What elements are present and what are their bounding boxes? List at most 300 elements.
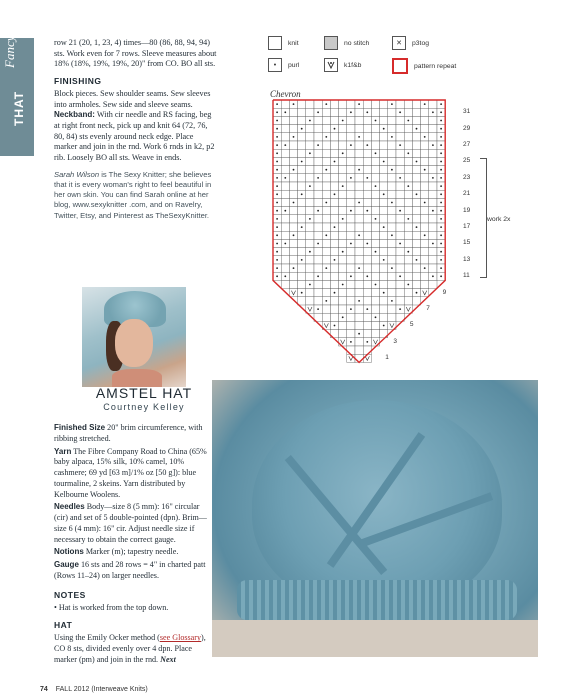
hat-text-2: ), CO 8 sts, divided evenly over 4 dpn. Place marker (pm) and join in the rnd. [54, 633, 206, 664]
chart-cell [339, 289, 347, 297]
chart-cell [298, 166, 306, 174]
purl-dot [309, 218, 311, 220]
purl-dot [366, 341, 368, 343]
chart-cell [322, 289, 330, 297]
chart-cell [289, 207, 297, 215]
chart-cell [363, 280, 371, 288]
chart-cell [371, 108, 379, 116]
chart-cell [322, 149, 330, 157]
chart-cell [412, 215, 420, 223]
chart-cell [412, 174, 420, 182]
chart-cell [363, 133, 371, 141]
chart-cell [298, 108, 306, 116]
purl-dot [276, 152, 278, 154]
purl-dot [399, 275, 401, 277]
chart-cell [339, 190, 347, 198]
legend-purl [268, 58, 299, 72]
chart-cell [429, 264, 437, 272]
chart-cell [339, 330, 347, 338]
chart-cell [281, 215, 289, 223]
chart-cell [388, 215, 396, 223]
chart-cell [396, 100, 404, 108]
legend-p3tog-label: p3tog [412, 39, 430, 47]
chart-cell [363, 157, 371, 165]
purl-dot [440, 210, 442, 212]
chart-cell [355, 305, 363, 313]
chart-cell [421, 174, 429, 182]
chart-cell [322, 248, 330, 256]
purl-dot [432, 177, 434, 179]
chart-cell [429, 182, 437, 190]
chart-cell [371, 125, 379, 133]
chart-cell [388, 174, 396, 182]
chart-cell [380, 149, 388, 157]
hat-instructions [54, 633, 212, 665]
chart-cell [314, 166, 322, 174]
chart-cell [412, 149, 420, 157]
chart-cell [421, 125, 429, 133]
bio-name: Sarah Wilson [54, 169, 100, 179]
chart-cell [396, 157, 404, 165]
chart-cell [363, 223, 371, 231]
glossary-link[interactable]: see Glossary [159, 633, 202, 643]
purl-dot [375, 152, 377, 154]
pattern-specs [54, 423, 212, 584]
chart-cell [330, 239, 338, 247]
chart-cell [355, 174, 363, 182]
purl-dot [334, 193, 336, 195]
purl-dot [276, 259, 278, 261]
chart-cell [339, 239, 347, 247]
chart-cell [421, 215, 429, 223]
chart-cell [347, 125, 355, 133]
purl-dot [407, 185, 409, 187]
purl-dot [350, 111, 352, 113]
chart-cell [363, 248, 371, 256]
chart-cell [421, 223, 429, 231]
chart-cell [330, 149, 338, 157]
chart-cell [404, 125, 412, 133]
purl-dot [276, 243, 278, 245]
purl-dot [407, 152, 409, 154]
chart-cell [306, 133, 314, 141]
chart-cell [388, 313, 396, 321]
chart-cell [281, 198, 289, 206]
row-number-label: 17 [463, 223, 471, 230]
chart-cell [371, 256, 379, 264]
chart-cell [404, 297, 412, 305]
chart-cell [347, 215, 355, 223]
purl-dot [440, 259, 442, 261]
chart-cell [339, 125, 347, 133]
chart-cell [412, 239, 420, 247]
chart-cell [388, 305, 396, 313]
purl-dot [350, 308, 352, 310]
purl-dot [276, 128, 278, 130]
purl-dot [317, 210, 319, 212]
chart-cell [404, 141, 412, 149]
purl-dot [375, 120, 377, 122]
chart-cell [314, 190, 322, 198]
chart-cell [388, 116, 396, 124]
chart-cell [347, 280, 355, 288]
purl-dot [293, 234, 295, 236]
chart-cell [289, 280, 297, 288]
purl-dot [284, 111, 286, 113]
chart-cell [314, 248, 322, 256]
purl-dot [309, 152, 311, 154]
chart-cell [322, 256, 330, 264]
chart-cell [322, 305, 330, 313]
chart-cell [314, 182, 322, 190]
purl-dot [366, 144, 368, 146]
row-number-label: 27 [463, 141, 471, 148]
chart-cell [429, 215, 437, 223]
row-number-label: 9 [442, 288, 447, 296]
chart-cell [314, 149, 322, 157]
purl-dot [432, 275, 434, 277]
chart-cell [289, 174, 297, 182]
work-2x-bracket [480, 158, 487, 278]
chart-cell [347, 190, 355, 198]
purl-dot [432, 144, 434, 146]
issue-label: FALL 2012 [55, 686, 90, 693]
photo-background-shape [212, 620, 538, 657]
chart-cell [330, 198, 338, 206]
chart-cell [339, 321, 347, 329]
purl-dot [325, 103, 327, 105]
chart-cell [412, 248, 420, 256]
legend-pattern-repeat-label: pattern repeat [414, 62, 457, 70]
chart-cell [380, 116, 388, 124]
work-2x-label: work 2x [487, 216, 511, 223]
chart-cell [380, 264, 388, 272]
chart-cell [371, 231, 379, 239]
chart-cell [404, 256, 412, 264]
chart-cell [355, 338, 363, 346]
section-tab-fancy: Fancy [2, 35, 17, 68]
purl-dot [276, 234, 278, 236]
chart-cell [412, 297, 420, 305]
purl-dot [293, 267, 295, 269]
purl-dot [358, 300, 360, 302]
chart-cell [371, 100, 379, 108]
finishing-text-2: With cir needle and RS facing, beg at right front neck, pick up and knit 64 (72, 76, 80, 84) sts evenly around neck edge. Place marker and join in the rnd. Work 6 rnds in k2, p2 rib. Loosely BO all sts. Weave in ends. [54, 110, 215, 162]
k1fb-symbol-icon [324, 58, 338, 72]
model-photo [82, 287, 186, 387]
chart-cell [355, 272, 363, 280]
chart-cell [404, 198, 412, 206]
purl-dot [276, 218, 278, 220]
purl-dot [440, 177, 442, 179]
chart-cell [355, 256, 363, 264]
chart-cell [355, 354, 363, 362]
purl-dot [416, 292, 418, 294]
chart-cell [412, 116, 420, 124]
chart-cell [347, 182, 355, 190]
purl-dot [276, 275, 278, 277]
hat-text-1: Using the Emily Ocker method ( [54, 633, 160, 643]
finishing-text [54, 89, 217, 164]
legend-k1fb [324, 58, 361, 72]
chart-cell [380, 141, 388, 149]
chart-cell [396, 264, 404, 272]
purl-dot [276, 226, 278, 228]
spec-label: Finished Size [54, 423, 106, 432]
chart-cell [281, 190, 289, 198]
chart-cell [371, 207, 379, 215]
purl-dot [301, 128, 303, 130]
chart-cell [306, 125, 314, 133]
purl-dot [358, 234, 360, 236]
purl-dot [276, 169, 278, 171]
chart-cell [380, 313, 388, 321]
chart-cell [355, 223, 363, 231]
chart-cell [306, 289, 314, 297]
purl-dot [440, 193, 442, 195]
purl-dot [424, 234, 426, 236]
chart-cell [388, 149, 396, 157]
purl-dot [325, 202, 327, 204]
chart-cell [421, 239, 429, 247]
chart-cell [306, 100, 314, 108]
purl-dot [424, 202, 426, 204]
chart-cell [363, 198, 371, 206]
purl-dot [399, 177, 401, 179]
spec-label: Notions [54, 547, 84, 557]
chart-cell [371, 264, 379, 272]
purl-dot [276, 193, 278, 195]
purl-dot [301, 226, 303, 228]
chart-cell [380, 108, 388, 116]
chart-cell [322, 215, 330, 223]
chart-cell [281, 248, 289, 256]
chart-cell [404, 190, 412, 198]
chart-cell [322, 239, 330, 247]
chart-cell [298, 100, 306, 108]
chart-cell [388, 248, 396, 256]
chart-cell [298, 116, 306, 124]
row-number-label: 5 [409, 321, 414, 329]
chart-cell [306, 190, 314, 198]
chart-cell [347, 166, 355, 174]
neckband-label: Neckband: [54, 110, 95, 120]
chart-cell [322, 116, 330, 124]
spec-needles [54, 502, 212, 545]
chart-cell [396, 166, 404, 174]
chart-cell [289, 289, 297, 297]
chart-cell [396, 280, 404, 288]
purl-dot [276, 185, 278, 187]
chart-cell [380, 215, 388, 223]
chart-cell [396, 116, 404, 124]
spec-yarn [54, 447, 212, 501]
purl-dot [407, 120, 409, 122]
chart-cell [339, 166, 347, 174]
chart-cell [355, 157, 363, 165]
designer-bio [54, 170, 217, 221]
purl-dot [284, 275, 286, 277]
chart-cell [322, 272, 330, 280]
chart-cell [429, 116, 437, 124]
chart-cell [298, 264, 306, 272]
chart-cell [363, 182, 371, 190]
purl-dot [334, 128, 336, 130]
purl-dot [391, 202, 393, 204]
legend-k1fb-label: k1f&b [344, 61, 362, 69]
chart-cell [412, 166, 420, 174]
spec-finished-size [54, 423, 212, 445]
chart-cell [355, 190, 363, 198]
legend-p3tog [392, 36, 429, 50]
chart-cell [421, 141, 429, 149]
chart-cell [314, 289, 322, 297]
chart-cell [314, 198, 322, 206]
chart-cell [355, 125, 363, 133]
chart-cell [380, 231, 388, 239]
chart-cell [355, 149, 363, 157]
chart-cell [412, 133, 420, 141]
purl-dot [276, 177, 278, 179]
chart-cell [347, 297, 355, 305]
chart-cell [371, 174, 379, 182]
no-stitch-symbol-icon [324, 36, 338, 50]
purl-dot [350, 210, 352, 212]
chart-cell [371, 157, 379, 165]
legend-pattern-repeat [392, 58, 456, 74]
chart-cell [347, 264, 355, 272]
purl-dot [391, 103, 393, 105]
purl-dot [284, 144, 286, 146]
purl-dot [399, 308, 401, 310]
chart-cell [281, 231, 289, 239]
spec-notions [54, 547, 212, 558]
chart-cell [330, 100, 338, 108]
chart-cell [412, 280, 420, 288]
chart-cell [412, 231, 420, 239]
chart-cell [388, 239, 396, 247]
purl-dot [391, 169, 393, 171]
purl-dot [317, 111, 319, 113]
purl-dot [342, 120, 344, 122]
purl-dot [383, 128, 385, 130]
chart-cell [314, 256, 322, 264]
purl-dot [301, 259, 303, 261]
photo-face-shape [115, 319, 153, 367]
chart-cell [371, 330, 379, 338]
chart-cell [355, 321, 363, 329]
chart-cell [322, 280, 330, 288]
chart-cell [371, 297, 379, 305]
purl-dot [424, 169, 426, 171]
legend-knit-label: knit [288, 39, 299, 47]
chart-cell [380, 133, 388, 141]
purl-dot [342, 218, 344, 220]
chart-cell [380, 100, 388, 108]
chart-cell [306, 166, 314, 174]
purl-dot [342, 152, 344, 154]
chart-cell [363, 231, 371, 239]
chart-cell [298, 248, 306, 256]
purl-dot [350, 341, 352, 343]
chart-cell [429, 198, 437, 206]
chart-cell [363, 149, 371, 157]
chart-cell [421, 190, 429, 198]
purl-dot [440, 136, 442, 138]
chart-cell [429, 223, 437, 231]
chart-cell [347, 223, 355, 231]
chart-cell [404, 207, 412, 215]
finishing-text-1: Block pieces. Sew shoulder seams. Sew sleeves into armholes. Sew side and sleeve seams. [54, 89, 211, 109]
purl-dot [440, 103, 442, 105]
row-number-label: 11 [463, 272, 470, 280]
row-number-label: 31 [463, 108, 471, 116]
chart-cell [347, 231, 355, 239]
purl-dot [383, 226, 385, 228]
chart-cell [330, 108, 338, 116]
chart-cell [289, 256, 297, 264]
chart-cell [281, 157, 289, 165]
chart-cell [347, 157, 355, 165]
chart-cell [355, 141, 363, 149]
row-number-label: 23 [463, 173, 471, 181]
chart-cell [363, 330, 371, 338]
chart-cell [298, 149, 306, 157]
chart-cell [314, 157, 322, 165]
chart-cell [347, 313, 355, 321]
purl-dot [407, 251, 409, 253]
chart-cell [339, 256, 347, 264]
purl-dot [317, 144, 319, 146]
chart-cell [306, 231, 314, 239]
chart-cell [347, 198, 355, 206]
chart-cell [355, 239, 363, 247]
purl-dot [366, 308, 368, 310]
chart-cell [306, 239, 314, 247]
chart-cell [281, 149, 289, 157]
purl-dot [407, 218, 409, 220]
chart-cell [330, 264, 338, 272]
row-number-label: 13 [463, 255, 471, 263]
purl-dot [424, 103, 426, 105]
purl-dot [375, 316, 377, 318]
chart-cell [339, 133, 347, 141]
chart-cell [347, 248, 355, 256]
purl-dot [342, 251, 344, 253]
chart-cell [347, 149, 355, 157]
chart-cell [314, 223, 322, 231]
purl-dot [440, 152, 442, 154]
pattern-repeat-symbol-icon [392, 58, 408, 74]
hat-next: Next [160, 654, 176, 664]
chart-cell [371, 166, 379, 174]
chart-cell [289, 116, 297, 124]
chart-cell [339, 231, 347, 239]
purl-dot [383, 161, 385, 163]
chart-cell [412, 207, 420, 215]
chart-cell [421, 248, 429, 256]
chart-cell [371, 272, 379, 280]
purl-dot [391, 300, 393, 302]
legend-no-stitch [324, 36, 369, 50]
notes-bullet-text: Hat is worked from the top down. [58, 603, 169, 613]
chart-cell [281, 133, 289, 141]
chart-cell [429, 280, 437, 288]
intro-text: row 21 (20, 1, 23, 4) times—80 (86, 88, 94, 94) sts. Work even for 7 rows. Sleeve measures about 18% (18%, 19%, 19%, 20)" from CO. BO all sts. [54, 38, 217, 69]
chart-cell [306, 157, 314, 165]
pattern-author: Courtney Kelley [103, 402, 185, 412]
purl-dot [366, 275, 368, 277]
